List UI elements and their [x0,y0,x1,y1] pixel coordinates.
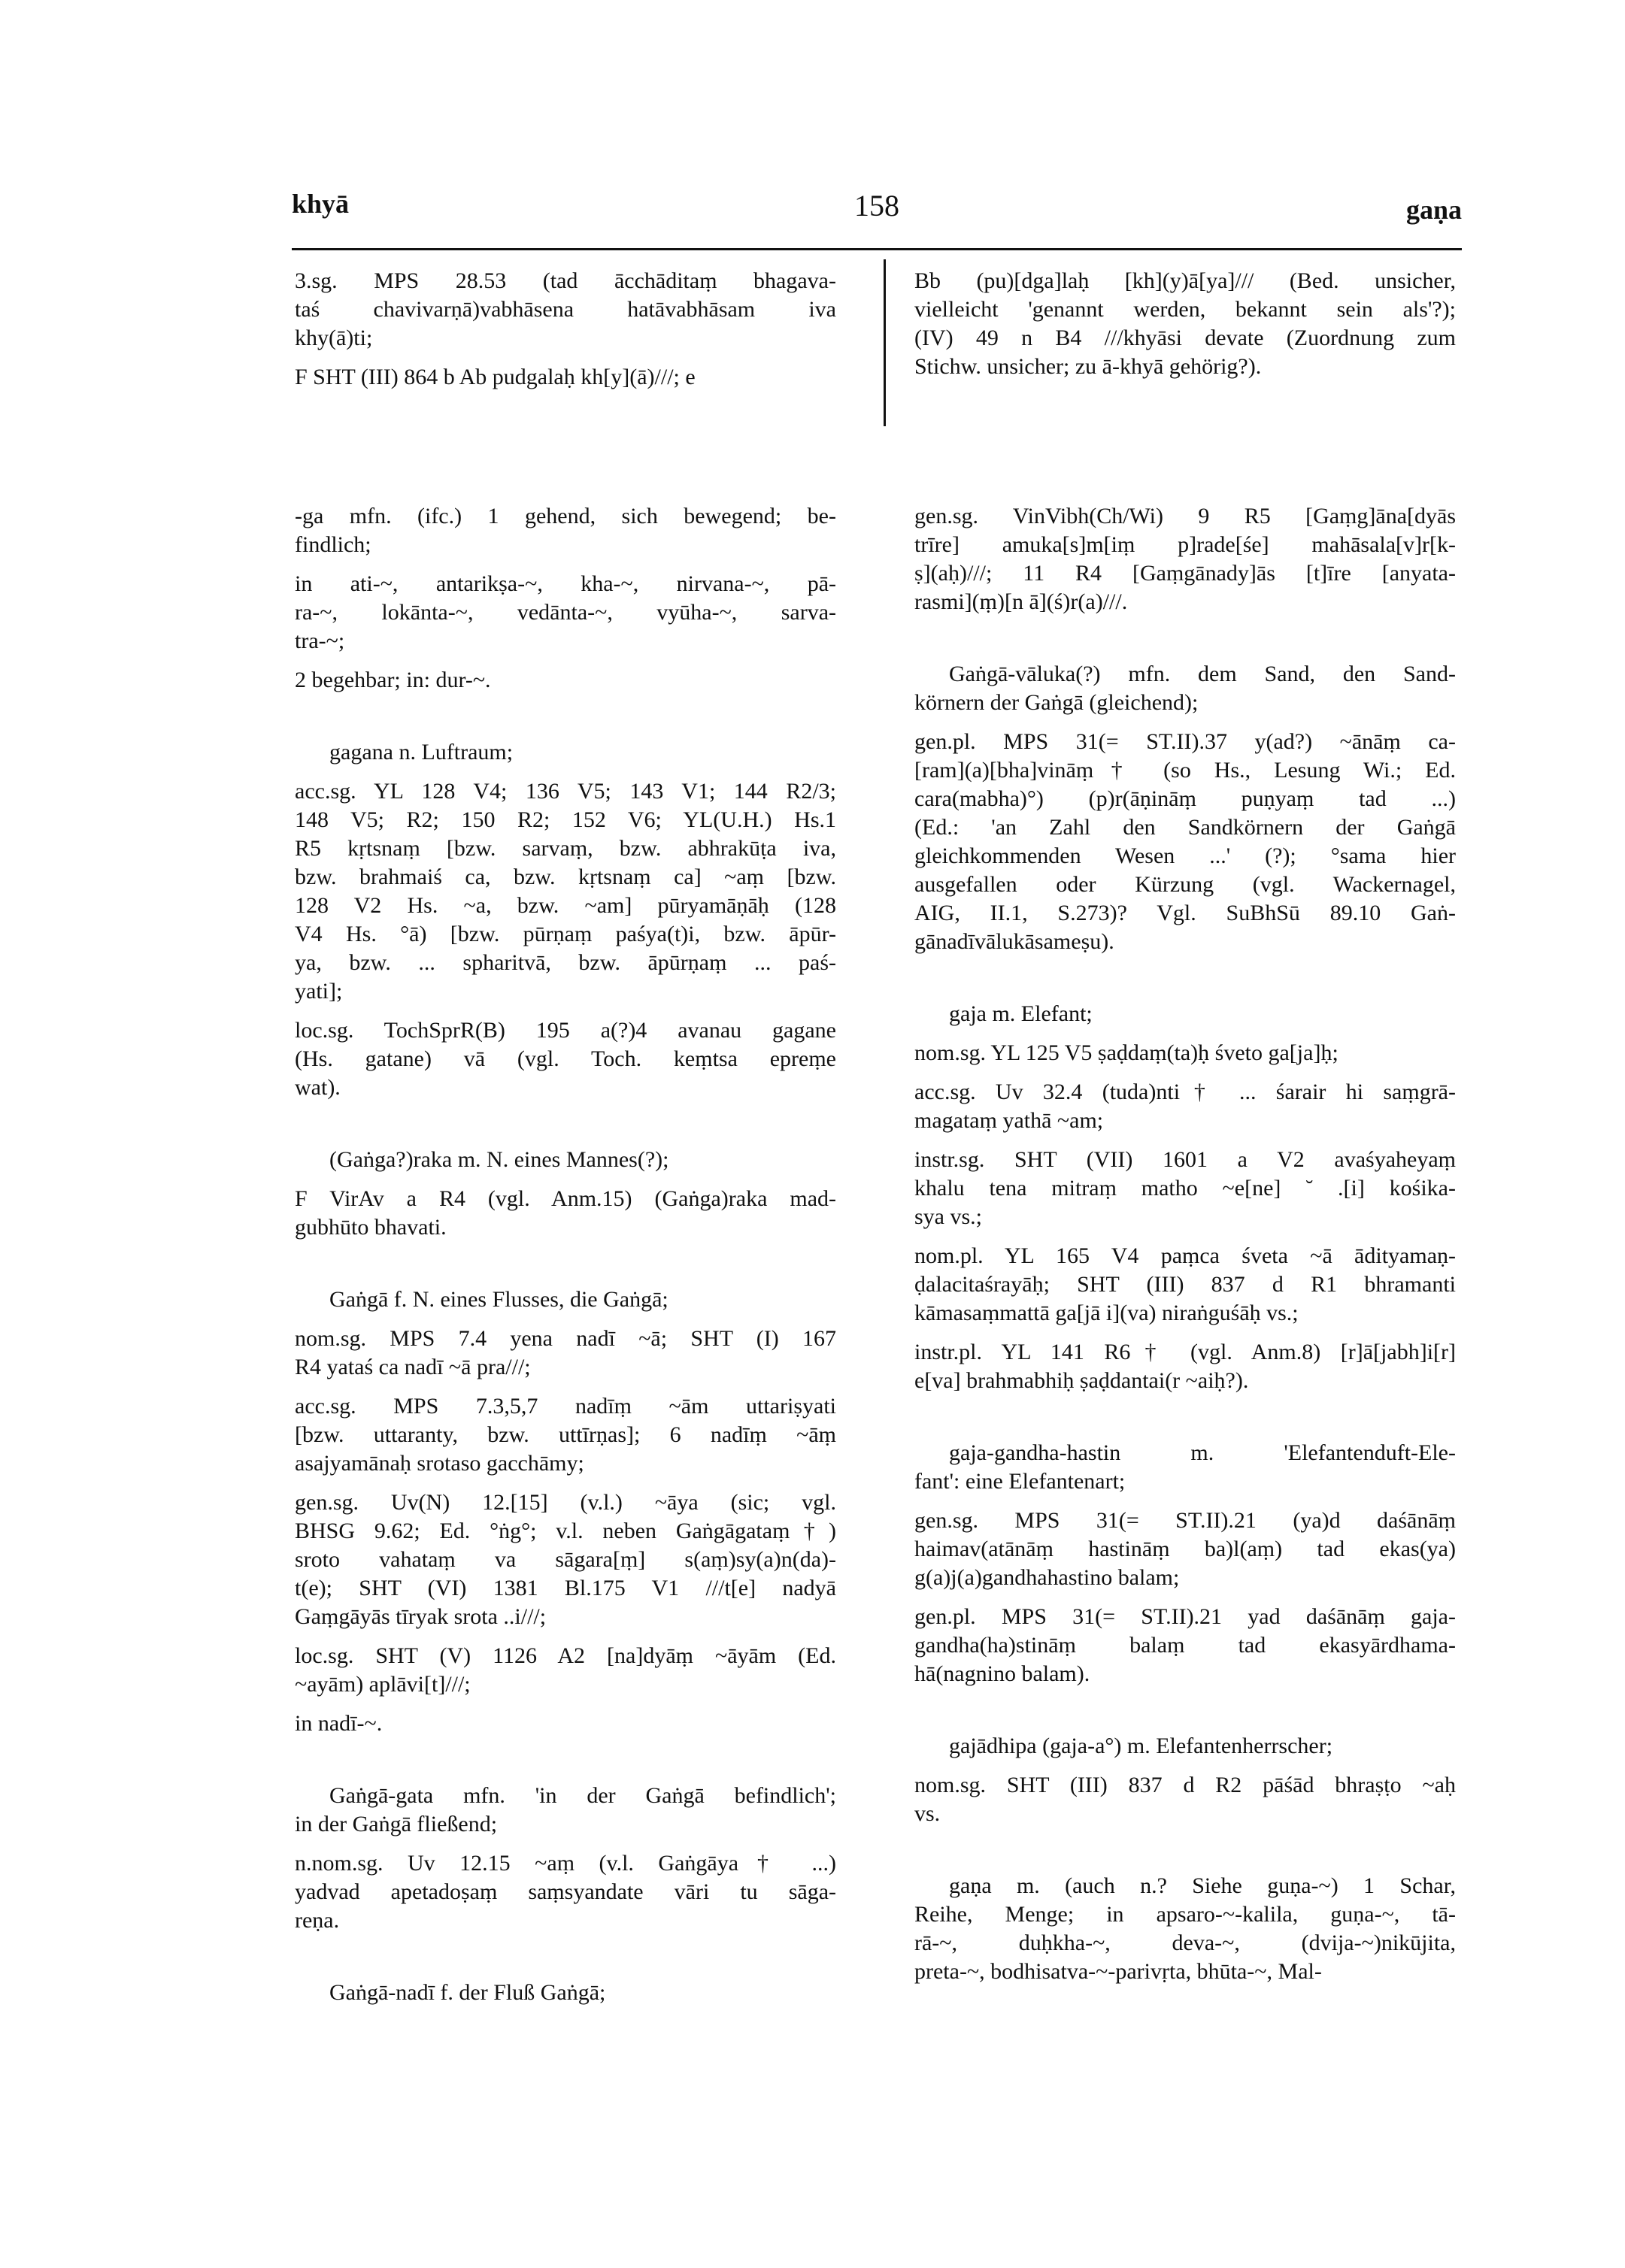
text-line: ausgefallen oder Kürzung (vgl. Wackernagel, [914,872,1456,897]
text-line: ~ayām) aplāvi[t]///; [295,1672,471,1697]
citation-paragraph [295,1016,836,1102]
text-line: loc.sg. TochSprR(B) 195 a(?)4 avanau gagane [295,1018,836,1043]
text-line: Bb (pu)[dga]laḥ [kh](y)ā[ya]/// (Bed. unsicher, [914,268,1456,293]
text-line: in ati-~, antarikṣa-~, kha-~, nirvana-~, pā- [295,571,836,596]
text-line: V4 Hs. °ā) [bzw. pūrṇaṃ paśya(t)i, bzw. āpūr- [295,922,836,946]
text-line: Gaṃgāyās tīryak srota ..i///; [295,1604,547,1629]
text-line: gleichkommenden Wesen ...' (?); °sama hier [914,843,1456,868]
entry-gap [914,967,1456,1000]
text-line: gubhūto bhavati. [295,1215,447,1240]
citation-paragraph [295,1642,836,1699]
entry-gap [295,1252,836,1285]
text-line: ḍalacitaśrayāḥ; SHT (III) 837 d R1 bhramanti [914,1272,1456,1297]
citation-paragraph [295,1185,836,1242]
text-line: BHSG 9.62; Ed. °ṅg°; v.l. neben Gaṅgāgataṃ†) [295,1519,836,1543]
text-line: gen.sg. VinVibh(Ch/Wi) 9 R5 [Gaṃg]āna[dyās [914,504,1456,528]
text-line: asajyamānaḥ srotaso gacchāmy; [295,1451,584,1476]
text-line: instr.sg. SHT (VII) 1601 a V2 avaśyaheyaṃ [914,1147,1456,1172]
text-line: g(a)j(a)gandhahastino balam; [914,1565,1180,1590]
text-line: ya, bzw. ... spharitvā, bzw. āpūrṇaṃ ... paś- [295,950,836,975]
text-line: in nadī-~. [295,1711,383,1736]
text-line: gen.sg. Uv(N) 12.[15] (v.l.) ~āya (sic; vgl. [295,1490,836,1515]
text-line: hā(nagnino balam). [914,1661,1090,1686]
text-line: [ram](a)[bha]vināṃ† (so Hs., Lesung Wi.; Ed. [914,758,1456,783]
top-right-block [914,267,1456,392]
citation-paragraph [914,502,1456,616]
text-line: in der Gaṅgā fließend; [295,1812,498,1837]
text-line: Gaṅgā-gata mfn. 'in der Gaṅgā befindlich'; [329,1783,836,1808]
text-line: gaja m. Elefant; [949,1001,1093,1026]
entry-headword [295,1146,836,1174]
text-line: acc.sg. MPS 7.3,5,7 nadīṃ ~ām uttariṣyati [295,1394,836,1419]
text-line: 2 begehbar; in: dur-~. [295,668,491,692]
text-line: nom.sg. YL 125 V5 ṣaḍdaṃ(ta)ḥ śveto ga[ja]ḥ; [914,1040,1339,1065]
text-line: R4 yataś ca nadī ~ā pra///; [295,1355,531,1379]
text-line: ra-~, lokānta-~, vedānta-~, vyūha-~, sarva- [295,600,836,625]
top-left-block [295,267,836,402]
paragraph [914,267,1456,381]
text-line: gandha(ha)stināṃ balaṃ tad ekasyārdhama- [914,1633,1456,1658]
text-line: haimav(atānāṃ hastināṃ ba)l(aṃ) tad ekas(ya) [914,1537,1456,1561]
entry-headword [914,1439,1456,1496]
citation-paragraph [295,570,836,656]
citation-paragraph [914,1603,1456,1688]
text-line: -ga mfn. (ifc.) 1 gehend, sich bewegend; be- [295,504,836,528]
citation-paragraph [295,1392,836,1478]
paragraph [295,267,836,353]
citation-paragraph [914,1771,1456,1828]
text-line: (Hs. gatane) vā (vgl. Toch. keṃtsa epreṃe [295,1046,836,1071]
entry-gap [295,1946,836,1979]
entry-headword [295,1782,836,1839]
text-line: yadvad apetadoṣaṃ saṃsyandate vāri tu sāga- [295,1879,836,1904]
entry-headword [295,1979,836,2007]
text-line: sya vs.; [914,1204,982,1229]
text-line: gajādhipa (gaja-a°) m. Elefantenherrscher; [949,1734,1333,1758]
text-line: cara(mabha)°) (p)r(āṇināṃ puṇyaṃ tad ...) [914,786,1456,811]
citation-paragraph [295,502,836,559]
text-line: khalu tena mitraṃ matho ~e[ne] ˘ .[i] kośika- [914,1176,1456,1201]
text-line: khy(ā)ti; [295,326,373,350]
text-line: acc.sg. YL 128 V4; 136 V5; 143 V1; 144 R2/3; [295,779,836,804]
citation-paragraph [914,1146,1456,1231]
text-line: gen.pl. MPS 31(= ST.II).37 y(ad?) ~ānāṃ ca- [914,729,1456,754]
right-running-headword: gaṇa [1405,195,1462,225]
text-line: nom.pl. YL 165 V4 paṃca śveta ~ā ādityamaṇ- [914,1243,1456,1268]
citation-paragraph [914,1039,1456,1067]
text-line: t(e); SHT (VI) 1381 Bl.175 V1 ///t[e] nadyā [295,1576,836,1600]
left-running-headword: khyā [292,189,350,219]
text-line: R5 kṛtsnaṃ [bzw. sarvaṃ, bzw. abhrakūṭa iva, [295,836,836,861]
entry-headword [295,738,836,767]
text-line: e[va] brahmabhiḥ ṣaḍdantai(r ~aiḥ?). [914,1368,1249,1393]
citation-paragraph [914,1242,1456,1328]
text-line: kāmasaṃmattā ga[jā i](va) niraṅguśāḥ vs.; [914,1301,1299,1325]
text-line: Stichw. unsicher; zu ā-khyā gehörig?). [914,354,1262,379]
text-line: körnern der Gaṅgā (gleichend); [914,690,1199,715]
entry-gap [295,1749,836,1782]
text-line: wat). [295,1075,341,1100]
text-line: 128 V2 Hs. ~a, bzw. ~am] pūryamāṇāḥ (128 [295,893,836,918]
text-line: F SHT (III) 864 b Ab pudgalaḥ kh[y](ā)///; e [295,365,696,389]
text-line: F VirAv a R4 (vgl. Anm.15) (Gaṅga)raka mad- [295,1186,836,1211]
text-line: reṇa. [295,1908,340,1933]
entry-headword [295,1285,836,1314]
text-line: vielleicht 'genannt werden, bekannt sein als'?); [914,297,1456,322]
text-line: gānadīvālukāsameṣu). [914,929,1114,954]
citation-paragraph [295,1488,836,1631]
citation-paragraph [914,1338,1456,1395]
text-line: gaṇa m. (auch n.? Siehe guṇa-~) 1 Schar, [949,1873,1456,1898]
text-line: gen.pl. MPS 31(= ST.II).21 yad daśānāṃ gaja- [914,1604,1456,1629]
text-line: [bzw. uttaranty, bzw. uttīrṇas]; 6 nadīṃ ~āṃ [295,1422,836,1447]
entry-headword [914,660,1456,717]
entry-gap [295,1113,836,1146]
text-line: yati]; [295,979,343,1004]
text-line: rasmi](ṃ)[n ā](ś)r(a)///. [914,589,1128,614]
entry-headword [914,1732,1456,1761]
top-column-divider [884,259,886,426]
text-line: acc.sg. Uv 32.4 (tuda)nti† ... śarair hi saṃgrā- [914,1079,1456,1104]
text-line: (IV) 49 n B4 ///khyāsi devate (Zuordnung zum [914,326,1456,350]
citation-paragraph [295,777,836,1006]
citation-paragraph [914,1078,1456,1135]
text-line: findlich; [295,532,371,557]
citation-paragraph [295,666,836,695]
text-line: ṣ](aḥ)///; 11 R4 [Gaṃgānady]ās [t]īre [anyata- [914,561,1456,586]
entry-headword [914,1000,1456,1028]
page-number: 158 [854,189,899,223]
entry-gap [914,1839,1456,1872]
citation-paragraph [914,1506,1456,1592]
text-line: magataṃ yathā ~am; [914,1108,1104,1133]
text-line: (Ed.: 'an Zahl den Sandkörnern der Gaṅgā [914,815,1456,840]
text-line: gen.sg. MPS 31(= ST.II).21 (ya)d daśānāṃ [914,1508,1456,1533]
text-line: vs. [914,1801,941,1826]
text-line: tra-~; [295,628,345,653]
entry-gap [914,1699,1456,1732]
text-line: Gaṅgā-nadī f. der Fluß Gaṅgā; [329,1980,606,2005]
text-line: gaja-gandha-hastin m. 'Elefantenduft-Ele- [949,1440,1456,1465]
left-column [295,502,836,2018]
text-line: trīre] amuka[s]m[iṃ p]rade[śe] mahāsala[v]r[k- [914,532,1456,557]
text-line: gagana n. Luftraum; [329,740,514,765]
text-line: taś chavivarṇā)vabhāsena hatāvabhāsam iva [295,297,836,322]
text-line: bzw. brahmaiś ca, bzw. kṛtsnaṃ ca] ~aṃ [bzw. [295,865,836,889]
citation-paragraph [295,1325,836,1382]
entry-gap [295,705,836,738]
text-line: 3.sg. MPS 28.53 (tad ācchāditaṃ bhagava- [295,268,836,293]
entry-gap [914,1406,1456,1439]
text-line: Reihe, Menge; in apsaro-~-kalila, guṇa-~, tā- [914,1902,1456,1927]
text-line: Gaṅgā f. N. eines Flusses, die Gaṅgā; [329,1287,668,1312]
paragraph [295,363,836,392]
citation-paragraph [295,1849,836,1935]
text-line: rā-~, duḥkha-~, deva-~, (dvija-~)nikūjita, [914,1930,1456,1955]
citation-paragraph [914,728,1456,956]
text-line: preta-~, bodhisatva-~-parivṛta, bhūta-~, Mal- [914,1959,1322,1984]
text-line: Gaṅgā-vāluka(?) mfn. dem Sand, den Sand- [949,662,1456,686]
right-column [914,502,1456,1997]
page-header [292,188,1462,250]
text-line: fant': eine Elefantenart; [914,1469,1126,1494]
text-line: sroto vahataṃ va sāgara[ṃ] s(aṃ)sy(a)n(da)- [295,1547,836,1572]
text-line: nom.sg. MPS 7.4 yena nadī ~ā; SHT (I) 167 [295,1326,836,1351]
text-line: AIG, II.1, S.273)? Vgl. SuBhSū 89.10 Gaṅ- [914,901,1456,925]
text-line: (Gaṅga?)raka m. N. eines Mannes(?); [329,1147,669,1172]
text-line: loc.sg. SHT (V) 1126 A2 [na]dyāṃ ~āyām (Ed. [295,1643,836,1668]
entry-headword [914,1872,1456,1986]
entry-gap [914,627,1456,660]
citation-paragraph [295,1709,836,1738]
text-line: instr.pl. YL 141 R6† (vgl. Anm.8) [r]ā[jabh]i[r] [914,1340,1456,1364]
text-line: n.nom.sg. Uv 12.15 ~aṃ (v.l. Gaṅgāya† ...) [295,1851,836,1876]
text-line: nom.sg. SHT (III) 837 d R2 pāśād bhraṣṭo ~aḥ [914,1773,1456,1797]
text-line: 148 V5; R2; 150 R2; 152 V6; YL(U.H.) Hs.1 [295,807,836,832]
